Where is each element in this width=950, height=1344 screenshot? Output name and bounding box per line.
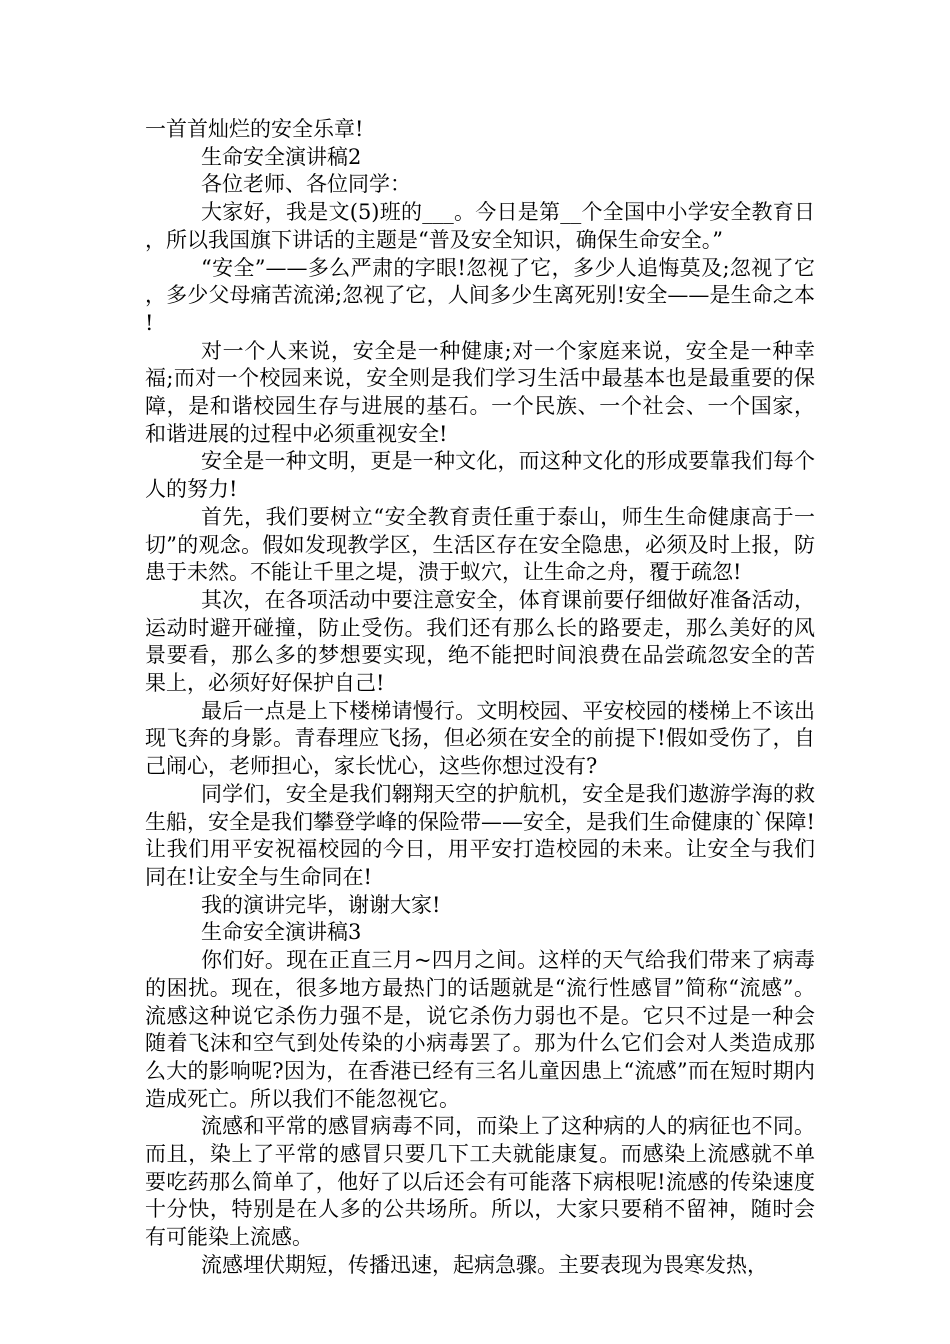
paragraph: 流感埋伏期短，传播迅速，起病急骤。主要表现为畏寒发热， [201,1252,768,1277]
paragraph: 生命安全演讲稿3 [201,920,362,945]
paragraph: 其次，在各项活动中要注意安全，体育课前要仔细做好准备活动，运动时避开碰撞，防止受伤。我们还有那么长的路要走，那么美好的风景要看，那么多的梦想要实现，绝不能把时间浪费在品尝疏忽安全的苦果上，必须好好保护自己! [145,587,815,696]
document-body [145,116,815,1280]
paragraph: 对一个人来说，安全是一种健康;对一个家庭来说，安全是一种幸福;而对一个校园来说，安全则是我们学习生活中最基本也是最重要的保障，是和谐校园生存与进展的基石。一个民族、一个社会、一个国家，和谐进展的过程中必须重视安全! [145,338,815,446]
paragraph: 我的演讲完毕，谢谢大家! [201,892,441,917]
paragraph: 各位老师、各位同学： [201,172,411,197]
paragraph: 一首首灿烂的安全乐章! [145,117,364,141]
paragraph: 首先，我们要树立“安全教育责任重于泰山，师生生命健康高于一切”的观念。假如发现教学区，生活区存在安全隐患，必须及时上报，防患于未然。不能让千里之堤，溃于蚁穴，让生命之舟，覆于疏忽! [145,504,815,585]
paragraph: 最后一点是上下楼梯请慢行。文明校园、平安校园的楼梯上不该出现飞奔的身影。青春理应飞扬，但必须在安全的前提下!假如受伤了，自己闹心，老师担心，家长忧心，这些你想过没有? [145,698,815,779]
paragraph: 安全是一种文明，更是一种文化，而这种文化的形成要靠我们每个人的努力! [145,449,815,502]
paragraph: 大家好，我是文(5)班的___。今日是第__个全国中小学安全教育日，所以我国旗下讲话的主题是“普及安全知识，确保生命安全。” [145,200,815,252]
paragraph: 你们好。现在正直三月~四月之间。这样的天气给我们带来了病毒的困扰。现在，很多地方最热门的话题就是“流行性感冒”简称“流感”。流感这种说它杀伤力强不是，说它杀伤力弱也不是。它只不过是一种会随着飞沫和空气到处传染的小病毒罢了。那为什么它们会对人类造成那么大的影响呢?因为，在香港已经有三名儿童因患上“流感”而在短时期内造成死亡。所以我们不能忽视它。 [145,948,815,1111]
paragraph: 同学们，安全是我们翱翔天空的护航机，安全是我们遨游学海的救生船，安全是我们攀登学峰的保险带——安全，是我们生命健康的`保障!让我们用平安祝福校园的今日，用平安打造校园的未来。让安全与我们同在!让安全与生命同在! [145,781,815,889]
paragraph: 流感和平常的感冒病毒不同，而染上了这种病的人的病征也不同。而且，染上了平常的感冒只要几下工夫就能康复。而感染上流感就不单要吃药那么简单了，他好了以后还会有可能落下病根呢!流感的传染速度十分快，特别是在人多的公共场所。所以，大家只要稍不留神，随时会有可能染上流感。 [145,1114,815,1250]
paragraph: 生命安全演讲稿2 [201,144,362,169]
paragraph: “安全”——多么严肃的字眼!忽视了它，多少人追悔莫及;忽视了它，多少父母痛苦流涕;忽视了它，人间多少生离死别!安全——是生命之本! [145,255,815,335]
